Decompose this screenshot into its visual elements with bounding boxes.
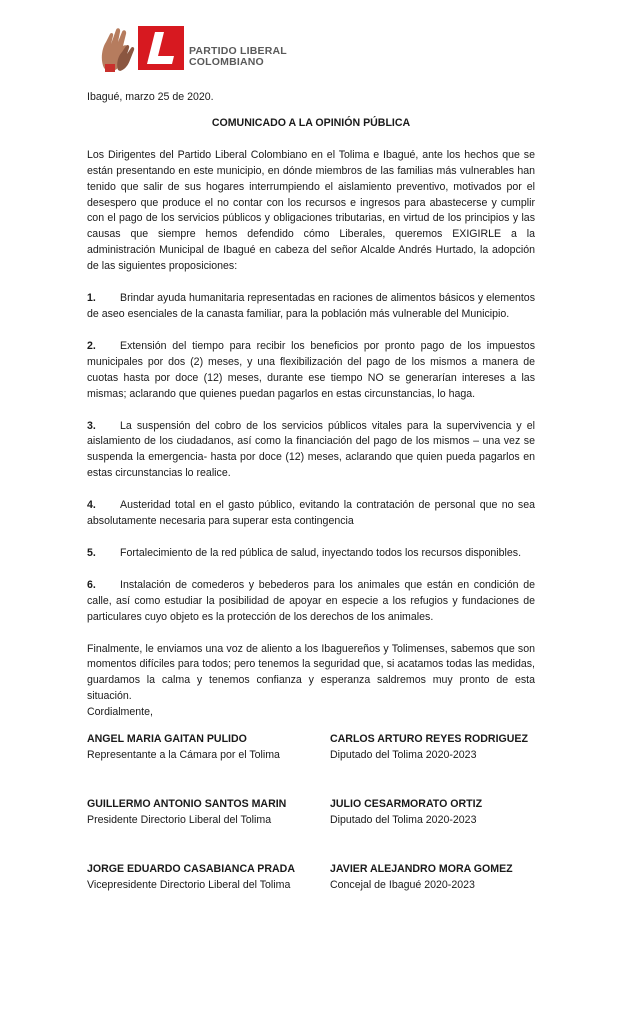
signatory — [330, 861, 535, 926]
proposal-text: Instalación de comederos y bebederos para los animales que están en condición de calle, así como estudiar la posibilidad de apoyar en especie a los refugios y fundaciones de particulares cuyo objeto es la protección de los derechos de los animales. — [87, 578, 535, 623]
signatory — [330, 796, 535, 861]
signature-row — [87, 731, 535, 796]
proposal-number: 4. — [87, 499, 96, 512]
proposal-text: Brindar ayuda humanitaria representadas en raciones de alimentos básicos y elementos de aseo esenciales de la canasta familiar, para la población más vulnerable del Municipio. — [87, 292, 535, 320]
signatory — [87, 861, 330, 926]
party-name-line1: PARTIDO LIBERAL — [189, 45, 287, 57]
signatory — [87, 731, 330, 796]
letter-title: COMUNICADO A LA OPINIÓN PÚBLICA — [211, 116, 411, 129]
proposal-text: Fortalecimiento de la red pública de salud, inyectando todos los recursos disponibles. — [120, 546, 522, 559]
proposal-item — [87, 498, 535, 530]
signatory-role: Diputado del Tolima 2020-2023 — [330, 749, 477, 761]
proposal-item — [87, 291, 535, 323]
party-name — [189, 46, 287, 68]
signatory — [87, 796, 330, 861]
proposal-number: 1. — [87, 292, 96, 305]
signatory-name: GUILLERMO ANTONIO SANTOS MARIN — [87, 798, 287, 810]
proposal-number: 3. — [87, 419, 96, 432]
proposal-text: Austeridad total en el gasto público, evitando la contratación de personal que no sea absolutamente necesaria para superar esta contingencia — [87, 499, 535, 528]
proposal-number: 5. — [87, 546, 96, 559]
closing-salutation: Cordialmente, — [87, 706, 153, 719]
proposal-text: Extensión del tiempo para recibir los beneficios por pronto pago de los impuestos municipales por dos (2) meses, y una flexibilización del pago de los mismos a manera de cuotas hasta por doce (12) meses, durante ese tiempo NO se generarían intereses a las mismas; aclarando que quienes puedan pagarlos en estas circunstancias, lo haga. — [87, 339, 535, 400]
letter-body — [87, 90, 535, 721]
party-logo-icon — [138, 26, 184, 70]
proposal-number: 6. — [87, 578, 96, 591]
signature-row — [87, 796, 535, 861]
party-name-line2: COLOMBIANO — [189, 56, 264, 68]
proposal-item — [87, 419, 535, 483]
signatory-name: JORGE EDUARDO CASABIANCA PRADA — [87, 863, 295, 875]
signatory-name: JULIO CESARMORATO ORTIZ — [330, 798, 483, 810]
proposal-item — [87, 339, 535, 403]
signatory-name: ANGEL MARIA GAITAN PULIDO — [87, 733, 247, 745]
signatory-name: CARLOS ARTURO REYES RODRIGUEZ — [330, 733, 528, 745]
letter-date: Ibagué, marzo 25 de 2020. — [87, 91, 214, 103]
letterhead — [96, 22, 356, 78]
proposal-text: La suspensión del cobro de los servicios públicos vitales para la supervivencia y el aislamiento de los ciudadanos, así como la financiación del pago de los mismos – una vez se suspenda la emergencia- hasta por doce (12) meses, aclarando que quien pueda pagarlos en estas circunstancias lo realice. — [87, 419, 535, 480]
proposal-number: 2. — [87, 339, 96, 352]
signatory-role: Diputado del Tolima 2020-2023 — [330, 814, 477, 826]
proposal-item — [87, 578, 535, 626]
intro-paragraph: Los Dirigentes del Partido Liberal Colombiano en el Tolima e Ibagué, ante los hechos que se están presentando en este municipio, en dónde miembros de las familias más vulnerables han tenido que salir de sus hogares interrumpiendo el aislamiento preventivo, motivados por el desespero que produce el no contar con los recursos e ingresos para abastecerse y cumplir con el pago de los servicios públicos y obligaciones tributarias, en virtud de los principios y las causas que siempre hemos defendido cómo Liberales, queremos EXIGIRLE a la administración Municipal de Ibagué en cabeza del señor Alcalde Andrés Hurtado, la adopción de las siguientes proposiciones: — [87, 148, 535, 273]
signatory-role: Concejal de Ibagué 2020-2023 — [330, 879, 475, 891]
proposal-item — [87, 546, 535, 562]
signatory-role: Representante a la Cámara por el Tolima — [87, 749, 280, 761]
signatory-role: Vicepresidente Directorio Liberal del Tolima — [87, 879, 291, 891]
raised-hands-icon — [96, 24, 136, 74]
signature-row — [87, 861, 535, 926]
signatory — [330, 731, 535, 796]
closing-paragraph: Finalmente, le enviamos una voz de aliento a los Ibaguereños y Tolimenses, sabemos que son momentos difíciles para todos; pero tenemos la seguridad que, si acatamos todas las medidas, guardamos la calma y tenemos confianza y esperanza saldremos muy pronto de esta situación. — [87, 642, 535, 703]
signatures — [87, 731, 535, 926]
signatory-role: Presidente Directorio Liberal del Tolima — [87, 814, 272, 826]
signatory-name: JAVIER ALEJANDRO MORA GOMEZ — [330, 863, 513, 875]
